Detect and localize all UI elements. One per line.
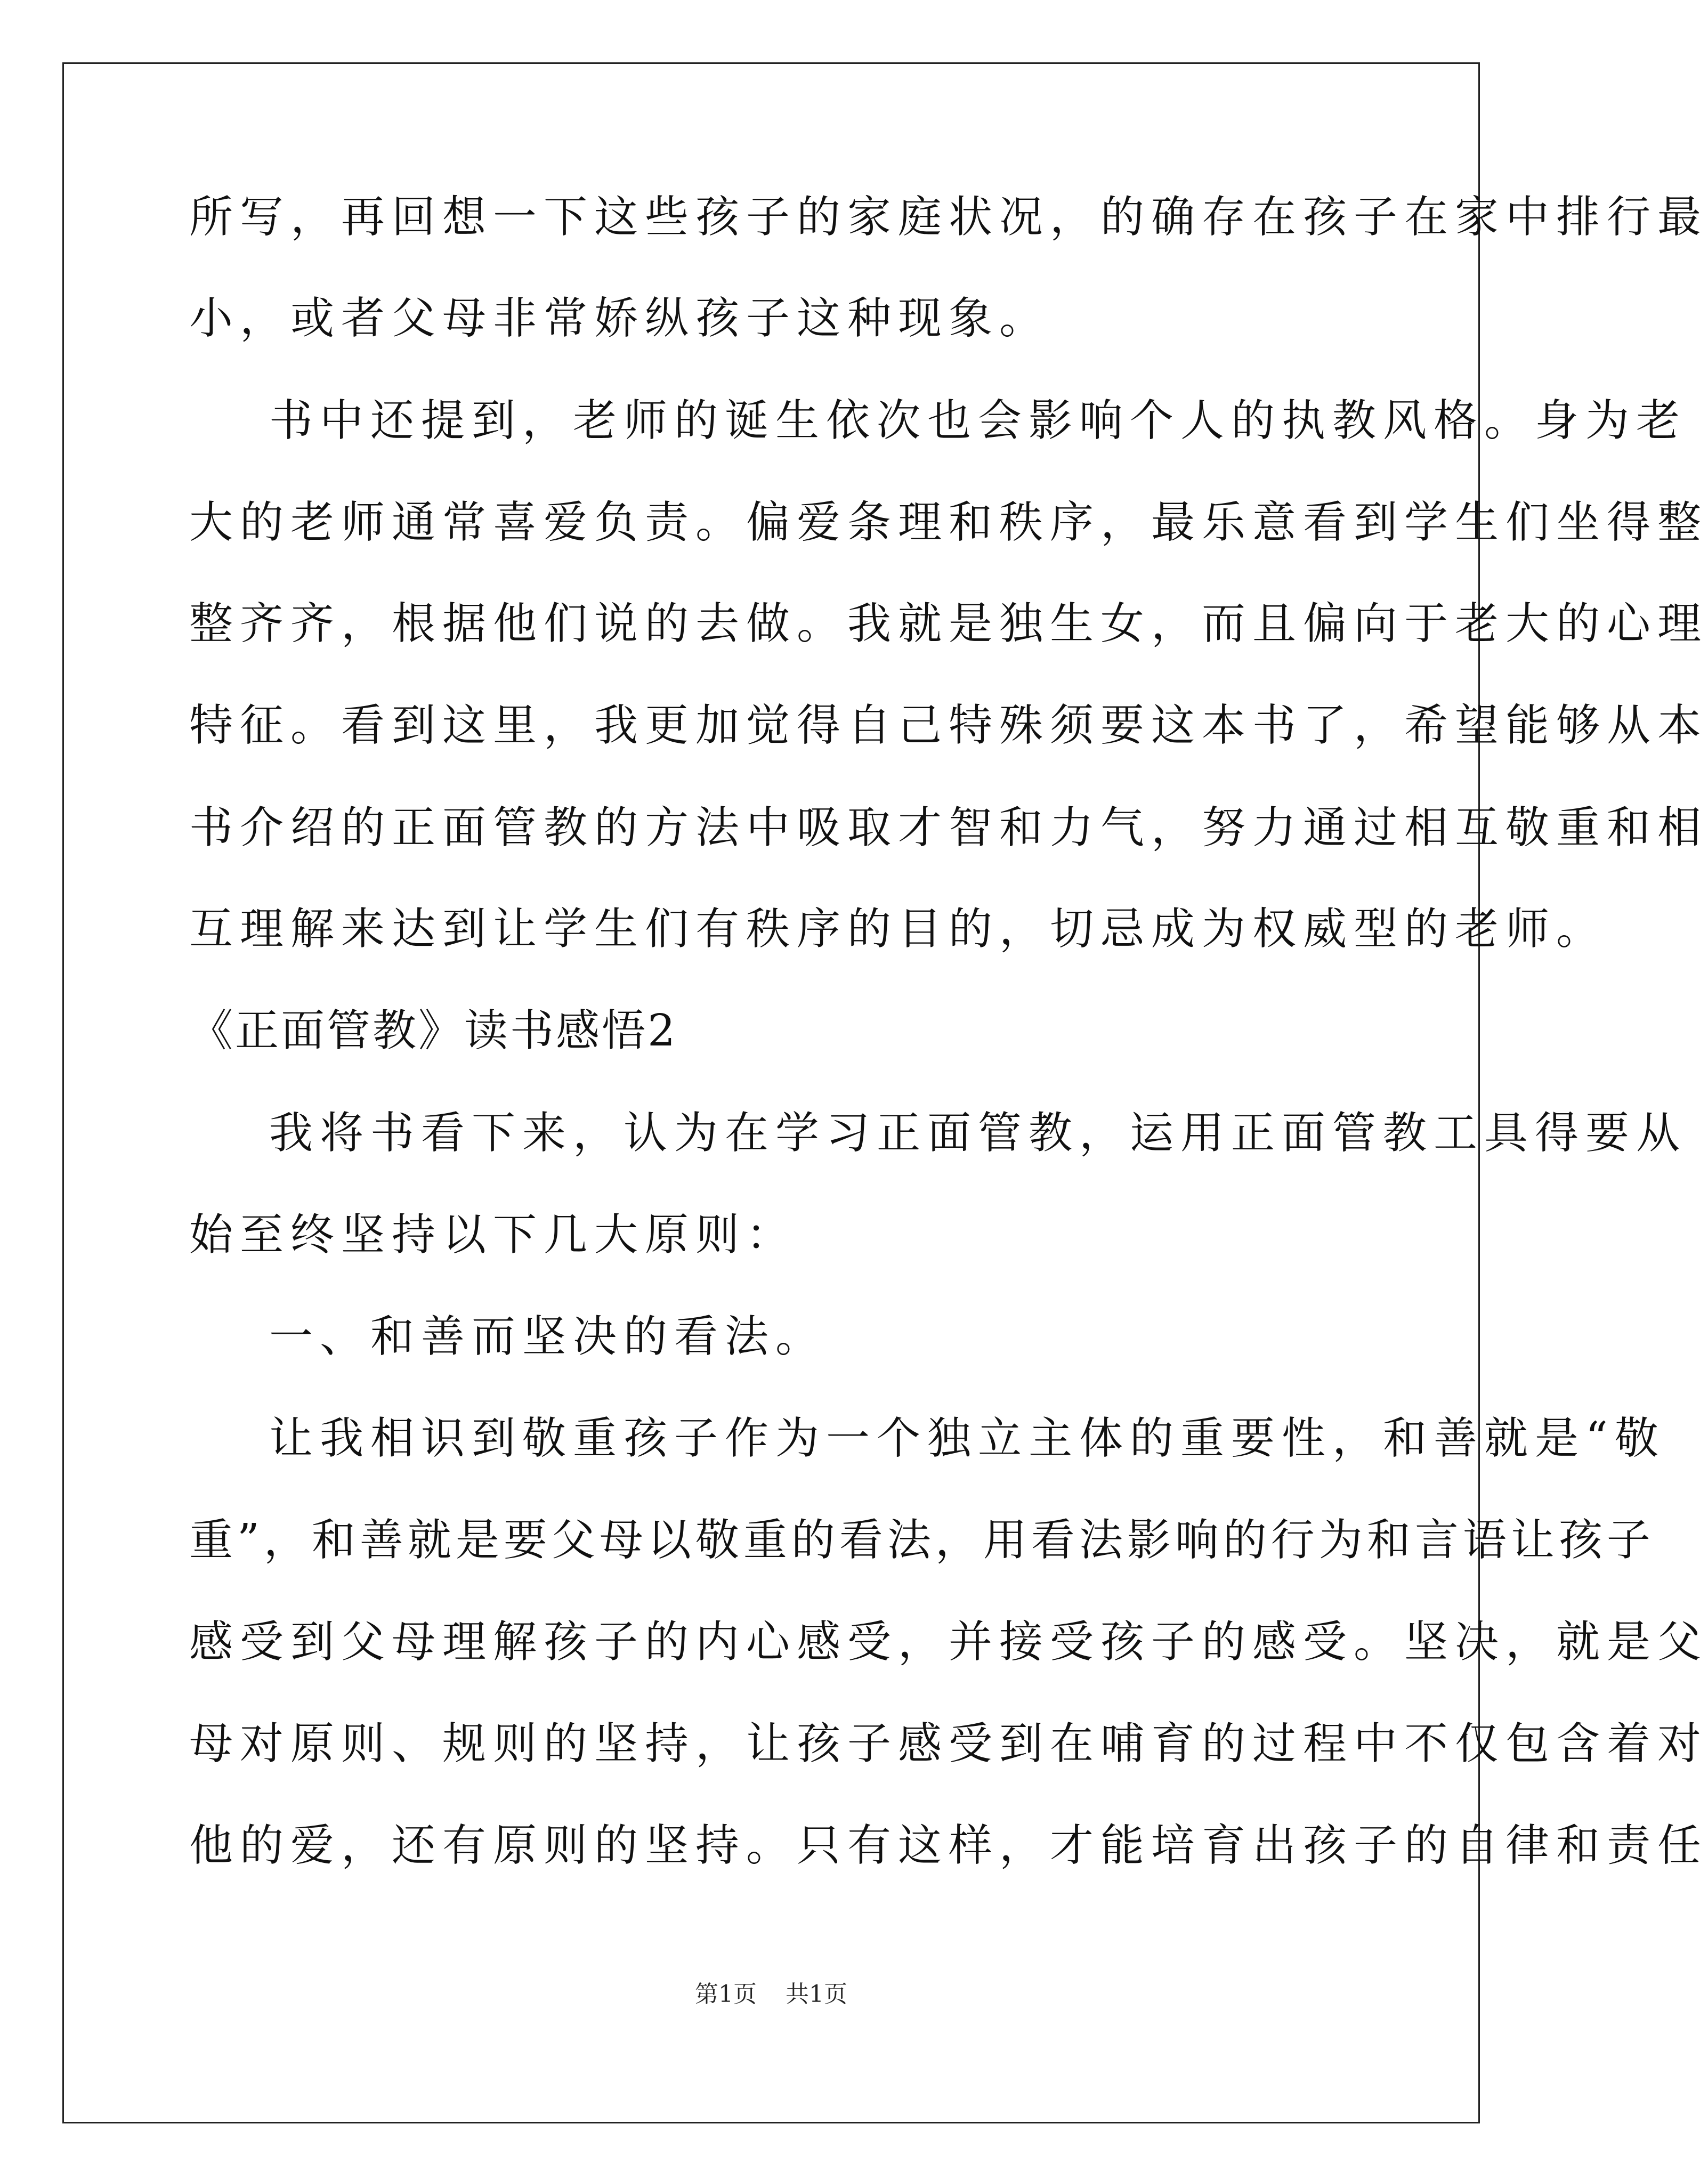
body-line: 我将书看下来，认为在学习正面管教，运用正面管教工具得要从 — [269, 1108, 1687, 1158]
body-line: 母对原则、规则的坚持，让孩子感受到在哺育的过程中不仅包含着对 — [189, 1718, 1708, 1769]
page-border — [62, 62, 1480, 2123]
body-line: 互理解来达到让学生们有秩序的目的，切忌成为权威型的老师。 — [189, 904, 1607, 954]
body-line: 他的爱，还有原则的坚持。只有这样，才能培育出孩子的自律和责任 — [189, 1820, 1708, 1871]
body-line: 整齐齐，根据他们说的去做。我就是独生女，而且偏向于老大的心理 — [189, 598, 1708, 649]
body-line: 书介绍的正面管教的方法中吸取才智和力气，努力通过相互敬重和相 — [189, 802, 1708, 853]
body-line: 书中还提到，老师的诞生依次也会影响个人的执教风格。身为老 — [269, 395, 1687, 446]
body-line: 大的老师通常喜爱负责。偏爱条理和秩序，最乐意看到学生们坐得整 — [189, 497, 1708, 548]
body-line: 感受到父母理解孩子的内心感受，并接受孩子的感受。坚决，就是父 — [189, 1617, 1708, 1667]
body-line: 小，或者父母非常娇纵孩子这种现象。 — [189, 293, 1050, 344]
body-line: 让我相识到敬重孩子作为一个独立主体的重要性，和善就是“敬 — [269, 1413, 1665, 1464]
page-number-current: 第1页 — [695, 1981, 757, 2008]
body-line: 特征。看到这里，我更加觉得自己特殊须要这本书了，希望能够从本 — [189, 700, 1708, 751]
body-line: 所写，再回想一下这些孩子的家庭状况，的确存在孩子在家中排行最 — [189, 192, 1708, 242]
body-line: 始至终坚持以下几大原则： — [189, 1210, 797, 1260]
section-heading: 《正面管教》读书感悟2 — [189, 1006, 678, 1056]
page-footer — [0, 1980, 1542, 2009]
body-line: 重”，和善就是要父母以敬重的看法，用看法影响的行为和言语让孩子 — [189, 1515, 1655, 1566]
page-number-total: 共1页 — [786, 1981, 847, 2008]
principle-heading: 一、和善而坚决的看法。 — [269, 1311, 827, 1362]
